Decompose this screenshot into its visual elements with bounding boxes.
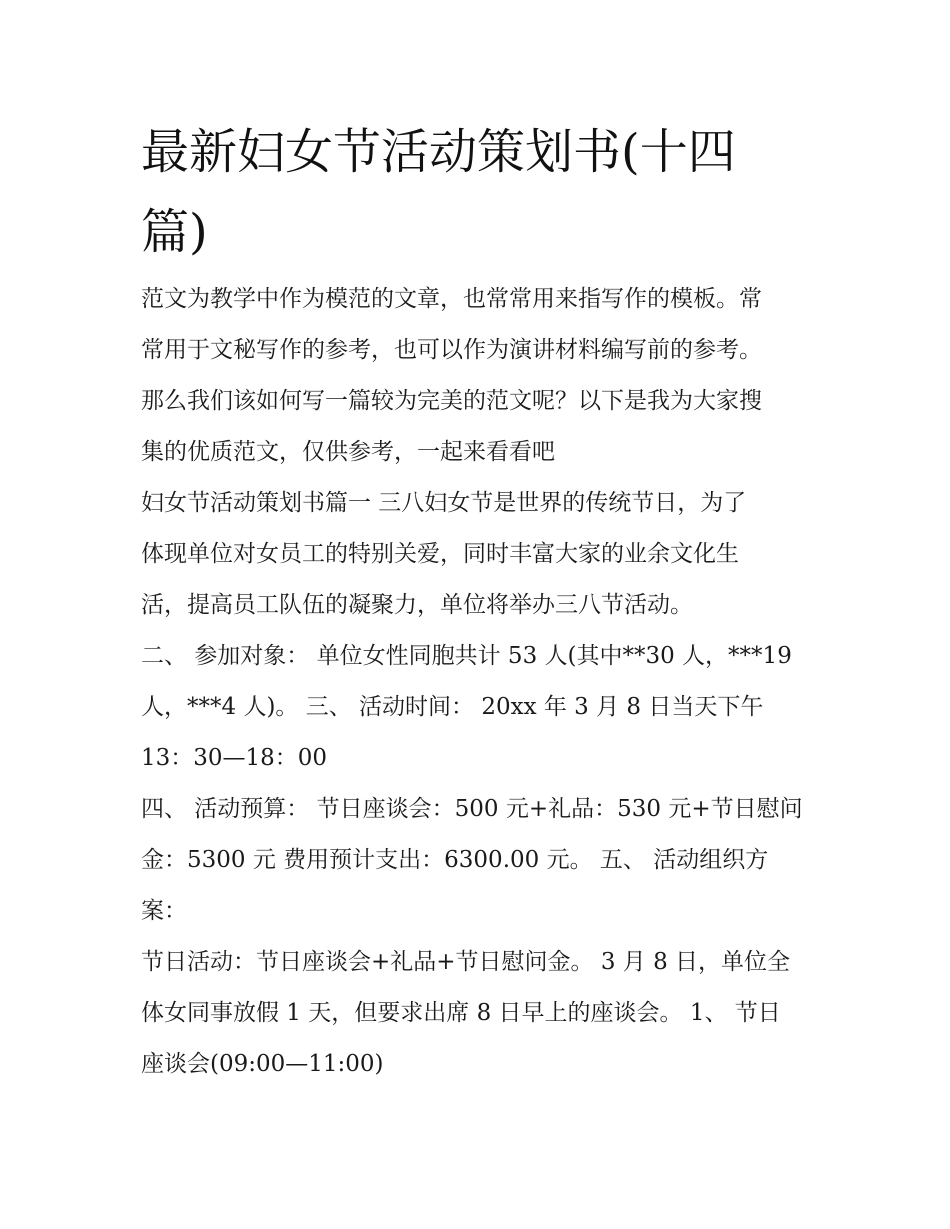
body-line: 常用于文秘写作的参考，也可以作为演讲材料编写前的参考。 [141,337,762,363]
body-line: 节日活动：节日座谈会+礼品+节日慰问金。 3 月 8 日，单位全 [141,949,791,975]
body-line: 13：30—18：00 [141,745,328,771]
body-line: 体女同事放假 1 天，但要求出席 8 日早上的座谈会。 1、 节日 [141,1000,781,1026]
body-line: 二、 参加对象： 单位女性同胞共计 53 人(其中**30 人，***19 [141,643,792,669]
body-line: 活，提高员工队伍的凝聚力，单位将举办三八节活动。 [141,592,693,618]
body-line: 座谈会(09:00—11:00) [141,1051,384,1077]
body-line: 那么我们该如何写一篇较为完美的范文呢？以下是我为大家搜 [141,388,762,414]
body-line: 金：5300 元 费用预计支出：6300.00 元。 五、 活动组织方 [141,847,769,873]
body-line: 范文为教学中作为模范的文章，也常常用来指写作的模板。常 [141,286,762,312]
title-line: 最新妇女节活动策划书(十四 [141,124,736,180]
body-line: 体现单位对女员工的特别关爱，同时丰富大家的业余文化生 [141,541,739,567]
document-body [141,274,821,1090]
body-line: 妇女节活动策划书篇一 三八妇女节是世界的传统节日，为了 [141,490,747,516]
body-line: 案： [141,898,187,924]
title-line: 篇) [141,204,208,260]
body-line: 四、 活动预算： 节日座谈会：500 元+礼品：530 元+节日慰问 [141,796,803,822]
body-line: 集的优质范文，仅供参考，一起来看看吧 [141,439,555,465]
document-title [141,112,821,272]
body-line: 人，***4 人)。 三、 活动时间： 20xx 年 3 月 8 日当天下午 [141,694,764,720]
